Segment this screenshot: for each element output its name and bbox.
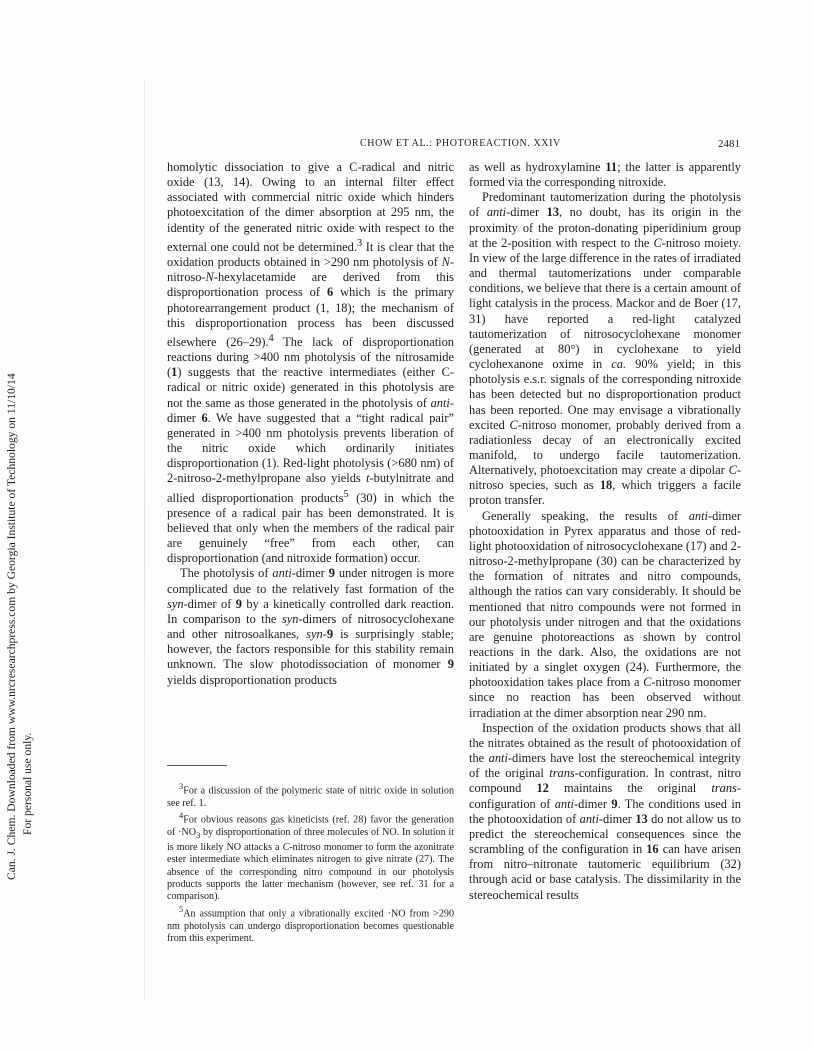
right-column (469, 160, 741, 903)
download-watermark (2, 200, 42, 880)
footnote: $^4$For obvious reasons gas kineticists (ref. 28) favor the generation of $\cdot NO_3$ by disproportionation of three molecules of NO. In solution it is more likely NO attacks a C-nitroso monomer to form the azonitrate ester intermediate which eliminates nitrogen to give nitrate (27). The absence of the corresponding nitro compound in our photolysis products supports the latter mechanism (however, see ref. 31 for a comparison). (167, 811, 455, 903)
footnote: $^5$An assumption that only a vibrationally excited ·NO from >290 nm photolysis can undergo disproportionation becomes questionable from this experiment. (167, 904, 454, 944)
body-paragraph: Predominant tautomerization during the photolysis of anti-dimer 13, no doubt, has its origin in the proximity of the proton-donating piperidinium group at the 2-position with respect to the C-nitroso moiety. In view of the large difference in the rates of irradiated and thermal tautomerizations under comparable conditions, we believe that there is a certain amount of light catalysis in the process. Mackor and de Boer (17, 31) have reported a red-light catalyzed tautomerization of nitrosocyclohexane monomer (generated at 80°) in cyclohexane to yield cyclohexanone oxime in ca. 90% yield; in this photolysis e.s.r. signals of the corresponding nitroxide has been detected but no disproportionation product has been reported. One may envisage a vibrationally excited C-nitroso monomer, probably derived from a radiationless decay of an electronically excited manifold, to undergo facile tautomerization. Alternatively, photoexcitation may create a dipolar C-nitroso species, such as 18, which triggers a facile proton transfer. (469, 190, 742, 508)
body-paragraph: as well as hydroxylamine 11; the latter is apparently formed via the corresponding nitroxide. (469, 160, 741, 190)
page-margin-shadow (144, 80, 145, 1000)
footnote: $^3$For a discussion of the polymeric state of nitric oxide in solution see ref. 1. (167, 782, 454, 809)
page-number: 2481 (718, 138, 740, 150)
footnote-rule (167, 765, 227, 766)
footnotes (167, 781, 454, 945)
body-paragraph: homolytic dissociation to give a C-radical and nitric oxide (13, 14). Owing to an internal filter effect associated with commercial nitric oxide which hinders photoexcitation of the dimer absorption at 295 nm, the identity of the generated nitric oxide with respect to the external one could not be determined.$^3$ It is clear that the oxidation products obtained in >290 nm photolysis of N-nitroso-N-hexylacetamide are derived from this disproportionation process of 6 which is the primary photorearrangement product (1, 18); the mechanism of this disproportionation process has been discussed elsewhere (26–29).$^4$ The lack of disproportionation reactions during >400 nm photolysis of the nitrosamide (1) suggests that the reactive intermediates (either C-radical or nitric oxide) generated in this photolysis are not the same as those generated in the photolysis of anti-dimer 6. We have suggested that a “tight radical pair” generated in >400 nm photolysis prevents liberation of the nitric oxide which ordinarily initiates disproportionation (1). Red-light photolysis (>680 nm) of 2-nitroso-2-methylpropane also yields t-butylnitrate and allied disproportionation products$^5$ (30) in which the presence of a radical pair has been demonstrated. It is believed that only when the members of the radical pair are genuinely “free” from each other, can disproportionation (and nitroxide formation) occur. (167, 160, 455, 566)
running-head: CHOW ET AL.: PHOTOREACTION. XXIV (360, 138, 561, 149)
body-paragraph: Generally speaking, the results of anti-dimer photooxidation in Pyrex apparatus and those of red-light photooxidation of nitrosocyclohexane (17) and 2-nitroso-2-methylpropane (30) can be characterized by the formation of nitrates and nitro compounds, although the ratios can vary considerably. It should be mentioned that nitro compounds were not formed in our photolysis under nitrogen and that the oxidations are genuine photoreactions as shown by control reactions in the dark. Also, the oxidations are not initiated by a singlet oxygen (24). Furthermore, the photooxidation takes place from a C-nitroso monomer since no reaction has been observed without irradiation at the dimer absorption near 290 nm. (469, 508, 741, 720)
watermark-line-1: Can. J. Chem. Downloaded from www.nrcresearchpress.com by Georgia Institute of Technology on 11/10/14 (5, 373, 18, 880)
left-column (167, 160, 454, 688)
watermark-line-2: For personal use only. (21, 732, 34, 835)
body-paragraph: Inspection of the oxidation products shows that all the nitrates obtained as the result of photooxidation of the anti-dimers have lost the stereochemical integrity of the original trans-configuration. In contrast, nitro compound 12 maintains the original trans-configuration of anti-dimer 9. The conditions used in the photooxidation of anti-dimer 13 do not allow us to predict the stereochemical consequences since the scrambling of the configuration in 16 can have arisen from nitro–nitronate tautomeric equilibrium (32) through acid or base catalysis. The dissimilarity in the stereochemical results (469, 720, 741, 902)
body-paragraph: The photolysis of anti-dimer 9 under nitrogen is more complicated due to the relatively fast formation of the syn-dimer of 9 by a kinetically controlled dark reaction. In comparison to the syn-dimers of nitrosocyclohexane and other nitrosoalkanes, syn-9 is surprisingly stable; however, the factors responsible for this stability remain unknown. The slow photodissociation of monomer 9 yields disproportionation products (167, 566, 455, 687)
page-header (180, 138, 740, 154)
